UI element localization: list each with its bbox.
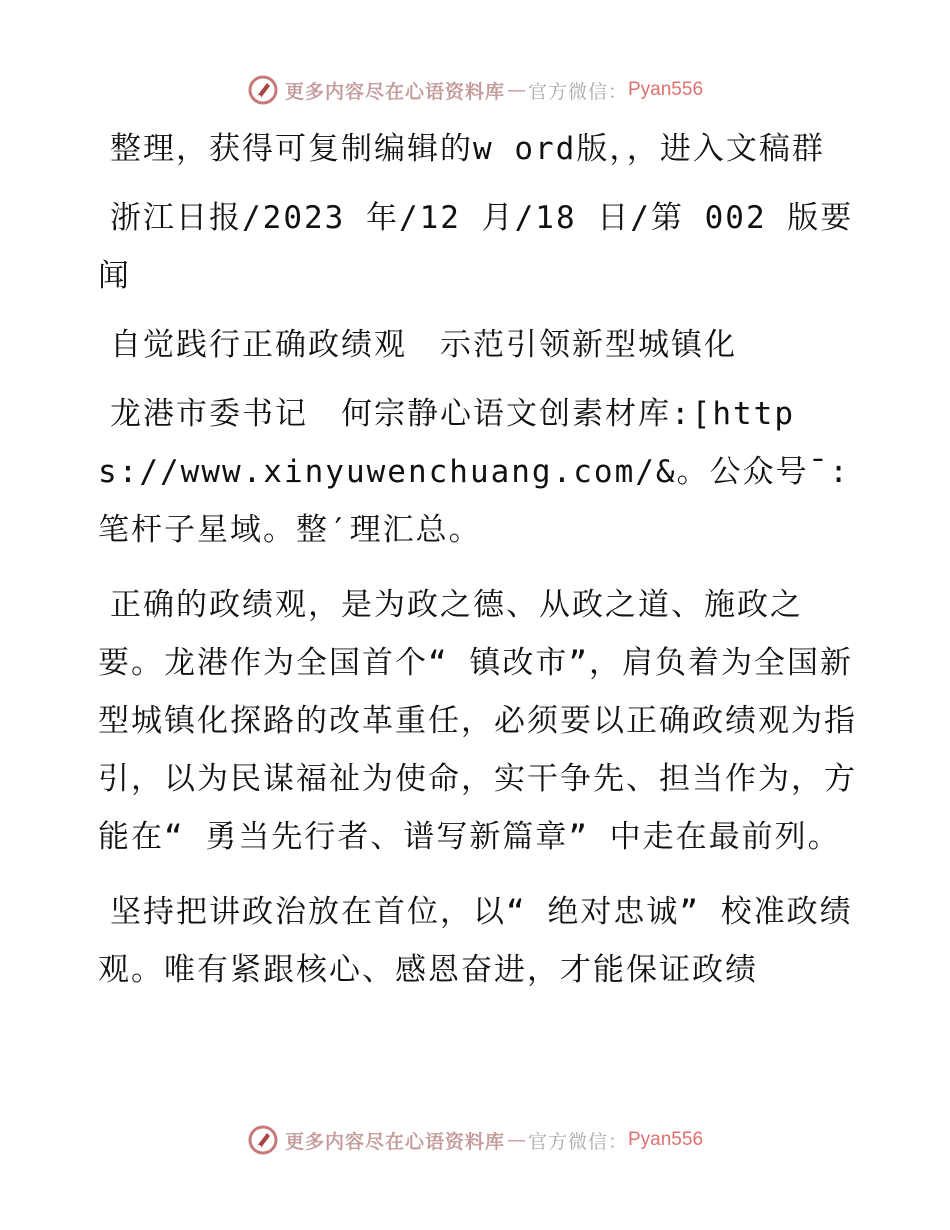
banner-official-label: 官方微信： bbox=[527, 80, 628, 103]
paragraph-intro: 整理，获得可复制编辑的w ord版，，进入文稿群 bbox=[110, 131, 825, 167]
paragraph-body-1: 正确的政绩观，是为政之德、从政之道、施政之要。龙港作为全国首个“ 镇改市”，肩负着为全国新型城镇化探路的改革重任，必须要以正确政绩观为指引，以为民谋福祉为使命，实干争先、担当作为，方能在“ 勇当先行者、谱写新篇章” 中走在最前列。 bbox=[98, 587, 857, 855]
paragraph-source: 浙江日报/2023 年/12 月/18 日/第 002 版要闻 bbox=[98, 200, 854, 294]
footer-banner bbox=[0, 1120, 950, 1160]
banner-main-text: 更多内容尽在心语资料库 bbox=[284, 80, 505, 103]
paragraph-author: 龙港市委书记 何宗静心语文创素材库:[https://www.xinyuwenchuang.com/&。公众号¯:笔杆子星域。整′理汇总。 bbox=[98, 396, 850, 548]
banner-account: Pyan556 bbox=[628, 79, 704, 100]
banner-official-label: 官方微信： bbox=[527, 1130, 628, 1153]
paragraph-body-2: 坚持把讲政治放在首位，以“ 绝对忠诚” 校准政绩观。唯有紧跟核心、感恩奋进，才能保证政绩 bbox=[98, 894, 853, 988]
banner-account: Pyan556 bbox=[628, 1129, 704, 1150]
banner-main-text: 更多内容尽在心语资料库 bbox=[284, 1130, 505, 1153]
pen-nib-logo-icon bbox=[247, 74, 279, 106]
document-body bbox=[98, 120, 858, 1016]
banner-separator: — bbox=[506, 1129, 526, 1151]
article-title: 自觉践行正确政绩观 示范引领新型城镇化 bbox=[110, 327, 737, 363]
banner-separator: — bbox=[506, 79, 526, 101]
pen-nib-logo-icon bbox=[247, 1124, 279, 1156]
header-banner bbox=[0, 70, 950, 110]
